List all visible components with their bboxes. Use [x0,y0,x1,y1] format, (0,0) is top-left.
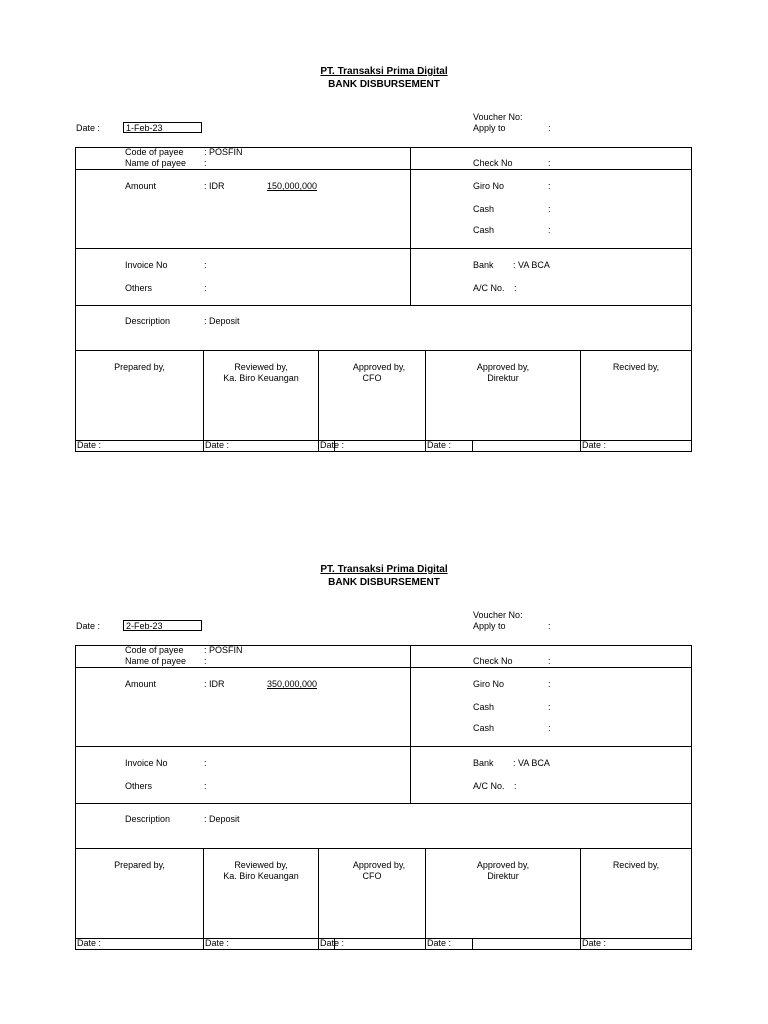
apply-to-label: Apply to [473,123,506,133]
company-name: PT. Transaksi Prima Digital [320,564,448,575]
row-divider [75,746,692,747]
cash-label: Cash [473,702,495,712]
footer-date-label: Date : [205,938,230,948]
others-colon: : [204,283,207,293]
others-label: Others [125,781,153,791]
giro-no-label: Giro No [473,679,505,689]
row-divider [75,848,692,849]
name-of-payee-label: Name of payee [125,656,187,666]
prepared-by-label: Prepared by, [114,362,165,372]
column-divider [410,645,411,803]
name-of-payee-label: Name of payee [125,158,187,168]
received-by-label: Recived by, [612,362,660,372]
document-title: BANK DISBURSEMENT [328,577,440,588]
invoice-no-colon: : [204,758,207,768]
bank-disbursement-voucher [0,0,768,450]
description-label: Description [125,316,171,326]
row-divider [75,803,692,804]
giro-no-label: Giro No [473,181,505,191]
invoice-no-label: Invoice No [125,260,168,270]
check-no-colon: : [548,158,551,168]
bank-label: Bank [473,758,494,768]
column-divider [410,147,411,305]
box-bottom-border [75,949,692,950]
voucher-no-label: Voucher No: [473,112,523,122]
amount-label: Amount [125,181,157,191]
name-of-payee-value: : [204,656,207,666]
footer-divider [472,938,473,949]
approved-by-cfo-role: CFO [362,871,382,881]
footer-date-label: Date : [320,938,345,948]
ac-no-label: A/C No. [473,781,505,791]
prepared-by-label: Prepared by, [114,860,165,870]
footer-date-label: Date : [427,440,452,450]
ac-no-colon: : [514,283,517,293]
code-of-payee-label: Code of payee [125,147,184,157]
cash-label: Cash [473,225,495,235]
row-divider [75,169,692,170]
row-divider [75,305,692,306]
date-field: 2-Feb-23 [123,620,202,631]
row-divider [75,667,692,668]
row-divider [75,248,692,249]
footer-date-label: Date : [77,938,102,948]
box-bottom-border [75,451,692,452]
description-label: Description [125,814,171,824]
code-of-payee-value: : POSFIN [204,147,243,157]
amount-currency: : IDR [204,679,225,689]
check-no-colon: : [548,656,551,666]
name-of-payee-value: : [204,158,207,168]
row-divider [75,350,692,351]
check-no-label: Check No [473,158,513,168]
date-label: Date : [76,621,101,631]
cash-colon: : [548,702,551,712]
giro-no-colon: : [548,181,551,191]
description-value: : Deposit [204,316,240,326]
received-by-label: Recived by, [612,860,660,870]
cash-label: Cash [473,204,495,214]
cash-colon: : [548,723,551,733]
bank-value: : VA BCA [513,758,550,768]
footer-date-label: Date : [205,440,230,450]
footer-date-label: Date : [582,938,607,948]
box-left-border [75,147,76,452]
box-right-border [691,147,692,452]
box-right-border [691,645,692,950]
bank-disbursement-voucher [0,498,768,948]
amount-label: Amount [125,679,157,689]
footer-divider [472,440,473,451]
invoice-no-label: Invoice No [125,758,168,768]
approved-by-cfo-label: Approved by, [352,362,406,372]
others-label: Others [125,283,153,293]
approved-by-cfo-label: Approved by, [352,860,406,870]
reviewed-by-role: Ka. Biro Keuangan [223,871,299,881]
amount-value: 150,000,000 [266,181,317,191]
others-colon: : [204,781,207,791]
reviewed-by-label: Reviewed by, [234,860,288,870]
check-no-label: Check No [473,656,513,666]
box-left-border [75,645,76,950]
bank-value: : VA BCA [513,260,550,270]
footer-date-label: Date : [427,938,452,948]
reviewed-by-label: Reviewed by, [234,362,288,372]
amount-value: 350,000,000 [266,679,317,689]
approved-by-cfo-role: CFO [362,373,382,383]
invoice-no-colon: : [204,260,207,270]
code-of-payee-label: Code of payee [125,645,184,655]
apply-to-label: Apply to [473,621,506,631]
date-label: Date : [76,123,101,133]
apply-to-colon: : [548,123,551,133]
code-of-payee-value: : POSFIN [204,645,243,655]
approved-by-director-label: Approved by, [476,860,530,870]
company-name: PT. Transaksi Prima Digital [320,66,448,77]
date-field: 1-Feb-23 [123,122,202,133]
apply-to-colon: : [548,621,551,631]
cash-label: Cash [473,723,495,733]
bank-label: Bank [473,260,494,270]
reviewed-by-role: Ka. Biro Keuangan [223,373,299,383]
footer-date-label: Date : [320,440,345,450]
document-title: BANK DISBURSEMENT [328,79,440,90]
footer-date-label: Date : [582,440,607,450]
ac-no-label: A/C No. [473,283,505,293]
footer-date-label: Date : [77,440,102,450]
ac-no-colon: : [514,781,517,791]
voucher-no-label: Voucher No: [473,610,523,620]
description-value: : Deposit [204,814,240,824]
approved-by-director-role: Direktur [487,373,519,383]
cash-colon: : [548,204,551,214]
giro-no-colon: : [548,679,551,689]
approved-by-director-label: Approved by, [476,362,530,372]
approved-by-director-role: Direktur [487,871,519,881]
cash-colon: : [548,225,551,235]
amount-currency: : IDR [204,181,225,191]
